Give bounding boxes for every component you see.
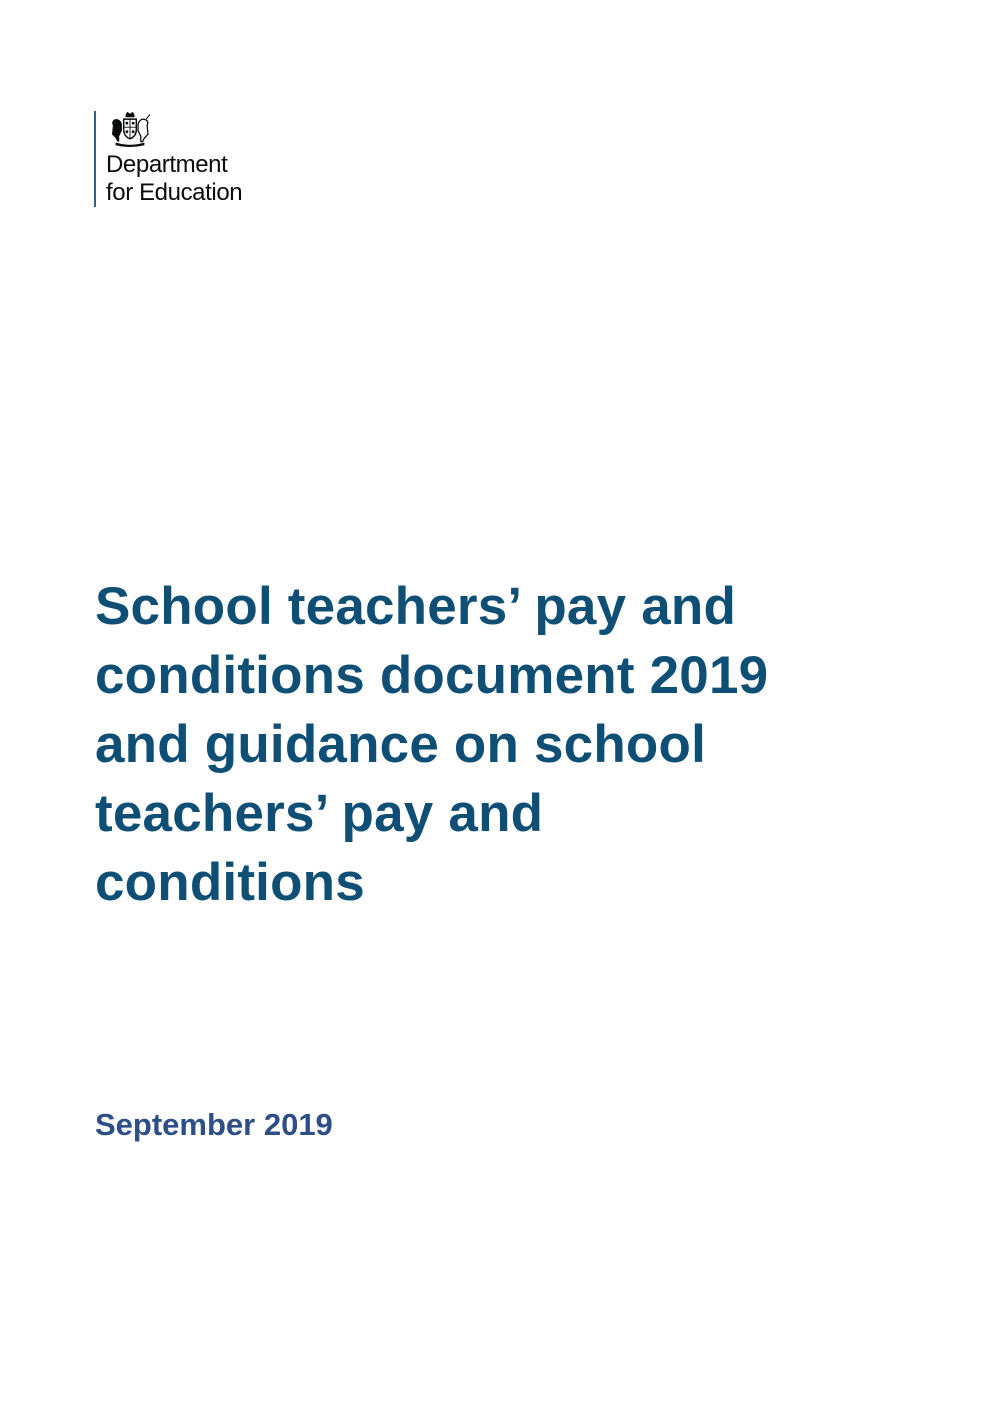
royal-coat-of-arms-icon	[106, 111, 154, 147]
title-line: and guidance on school	[95, 715, 707, 774]
publication-date: September 2019	[95, 1107, 333, 1142]
logo-text-department: Department	[106, 151, 228, 178]
title-line: teachers’ pay and	[95, 784, 544, 843]
title-line: School teachers’ pay and	[95, 577, 737, 636]
department-logo	[94, 111, 242, 207]
logo-text-for-education: for Education	[106, 179, 243, 206]
document-title	[95, 572, 915, 917]
title-line: conditions document 2019	[95, 646, 769, 705]
logo-inner	[96, 111, 242, 207]
title-line: conditions	[95, 853, 365, 912]
